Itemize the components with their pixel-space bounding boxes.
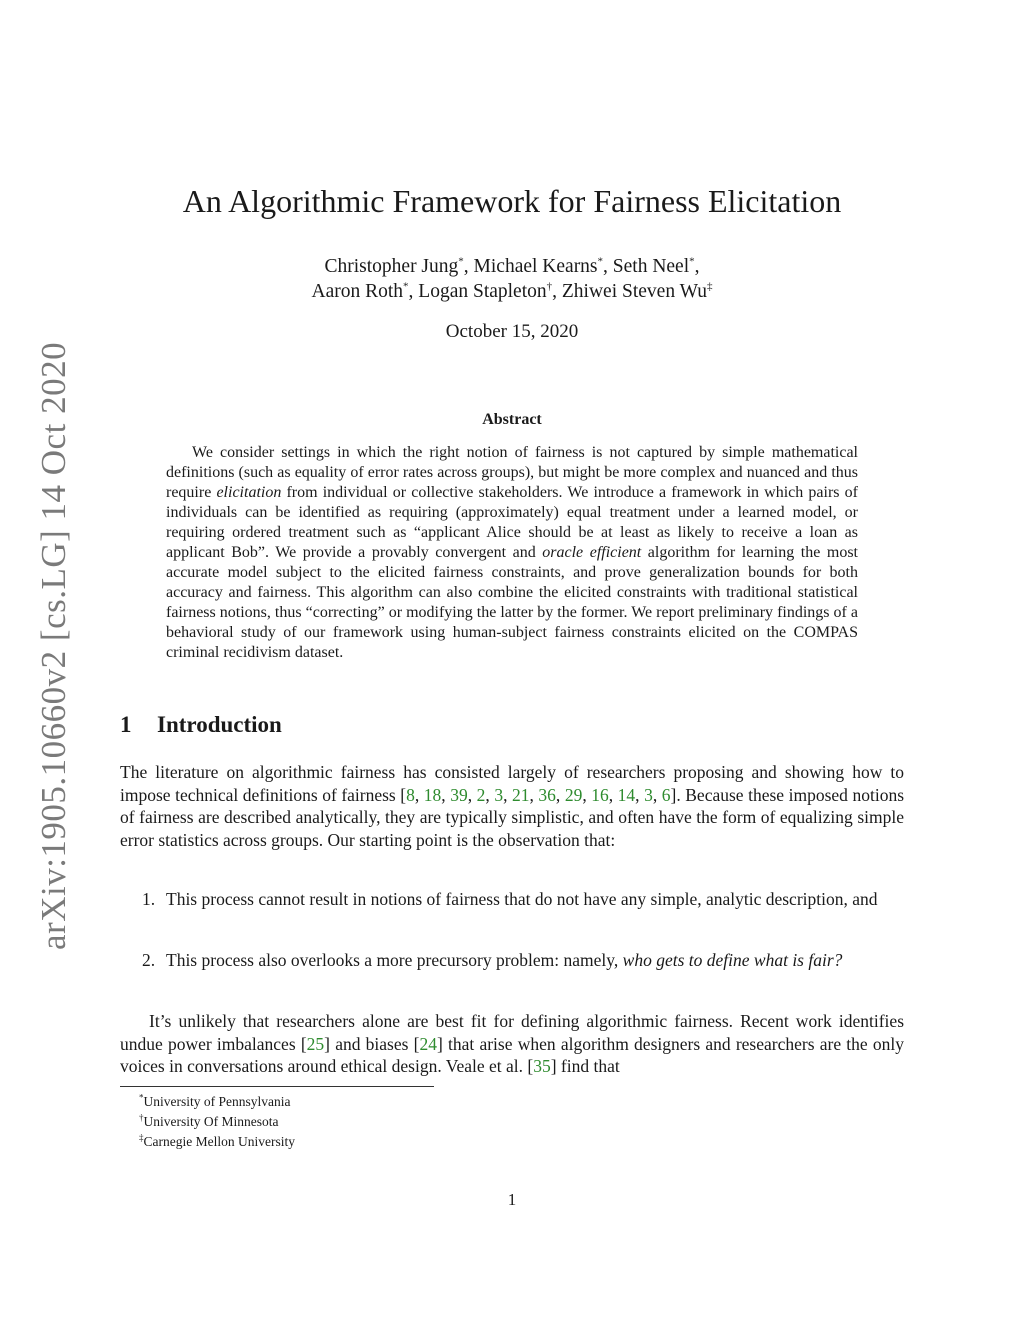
footnote: †University Of Minnesota [139,1112,279,1129]
citation-link[interactable]: 3 [644,784,653,805]
abstract-paragraph: We consider settings in which the right notion of fairness is not captured by simple mathematical definitions (such as equality of error rates across groups), but might be more complex and nuanced and thus require elicitation from individual or collective stakeholders. We introduce a framework in which pairs of individuals can be identified as requiring (approximately) equal treatment under a learned model, or requiring ordered treatment such as “applicant Alice should be at least as likely to receive a loan as applicant Bob”. We provide a provably convergent and oracle efficient algorithm for learning the most accurate model subject to the elicited fairness constraints, and prove generalization bounds for both accuracy and fairness. This algorithm can also combine the elicited constraints with traditional statistical fairness notions, thus “correcting” or modifying the latter by the former. We report preliminary findings of a behavioral study of our framework using human-subject fairness constraints elicited on the COMPAS criminal recidivism dataset. [166,444,859,661]
citation-link[interactable]: 29 [564,784,583,805]
citation-link[interactable]: 25 [306,1033,325,1054]
author: Aaron Roth [311,281,404,302]
paper-date: October 15, 2020 [445,321,579,342]
author: Michael Kearns [473,256,598,277]
footnote-mark: ‡ [139,1132,144,1143]
list-item [120,949,904,972]
footnote-mark: * [139,1092,144,1103]
abstract-heading: Abstract [482,411,542,428]
section-heading [120,712,282,738]
citation-link[interactable]: 16 [591,784,609,805]
list-marker: 1. [142,889,156,909]
citation-link[interactable]: 3 [494,784,504,805]
citation-link[interactable]: 36 [538,784,556,805]
author: Zhiwei Steven Wu [561,281,707,302]
footnotes [139,1092,295,1152]
author: Logan Stapleton [418,281,547,302]
citation-link[interactable]: 2 [476,784,486,805]
citation-link[interactable]: 14 [617,784,636,805]
citation-link[interactable]: 21 [511,784,530,805]
list-item-text: This process also overlooks a more precursory problem: namely, who gets to define what is fair? [166,950,843,970]
citation-link[interactable]: 8 [406,784,415,805]
section-title: Introduction [157,712,282,737]
intro-paragraph-1: The literature on algorithmic fairness has consisted largely of researchers proposing and showing how to impose technical definitions of fairness [8, 18, 39, 2, 3, 21, 36, 29, 16, 14, 3, 6]. Because these imposed notions of fairness are described analytically, they are typically simplistic, and often have the form of equalizing simple error statistics across groups. Our starting point is the observation that: [120,762,904,850]
citation-link[interactable]: 39 [450,784,468,805]
author: Seth Neel [612,256,690,277]
emphasis: oracle efficient [542,544,642,561]
arxiv-identifier: arXiv:1905.10660v2 [cs.LG] 14 Oct 2020 [34,341,73,950]
affiliation-mark: * [689,255,695,268]
list-marker: 2. [142,950,156,970]
section-number: 1 [120,712,132,737]
author-line-2: Aaron Roth*, Logan Stapleton†, Zhiwei Steven Wu‡ [311,280,713,302]
citation-link[interactable]: 24 [419,1033,437,1054]
affiliation-mark: * [403,280,409,293]
affiliation-mark: * [458,255,464,268]
footnote-rule [120,1086,434,1087]
footnote: ‡Carnegie Mellon University [139,1132,295,1149]
citation-link[interactable]: 35 [533,1056,551,1076]
emphasis: who gets to define what is fair? [622,950,843,970]
citation-link[interactable]: 18 [423,784,442,805]
footnote: *University of Pennsylvania [139,1092,291,1109]
author-line-1: Christopher Jung*, Michael Kearns*, Seth Neel*, [324,255,700,277]
author: Christopher Jung [324,256,459,277]
affiliation-mark: † [546,280,553,293]
list-item-text: This process cannot result in notions of fairness that do not have any simple, analytic description, and [166,889,878,909]
footnote-mark: † [139,1112,144,1123]
page-number: 1 [507,1190,517,1209]
affiliation-mark: ‡ [706,280,713,293]
abstract-body [166,443,858,663]
list-item [120,888,904,911]
author-list [0,254,1024,304]
citation-link[interactable]: 6 [661,784,671,805]
emphasis: elicitation [216,484,282,501]
intro-paragraph-2: It’s unlikely that researchers alone are best fit for defining algorithmic fairness. Recent work identifies undue power imbalances [25] and biases [24] that arise when algorithm designers and researchers are the only voices in conversations around ethical design. Veale et al. [35] find that [120,1011,904,1076]
affiliation-mark: * [597,255,604,268]
paper-title: An Algorithmic Framework for Fairness Elicitation [182,183,842,219]
